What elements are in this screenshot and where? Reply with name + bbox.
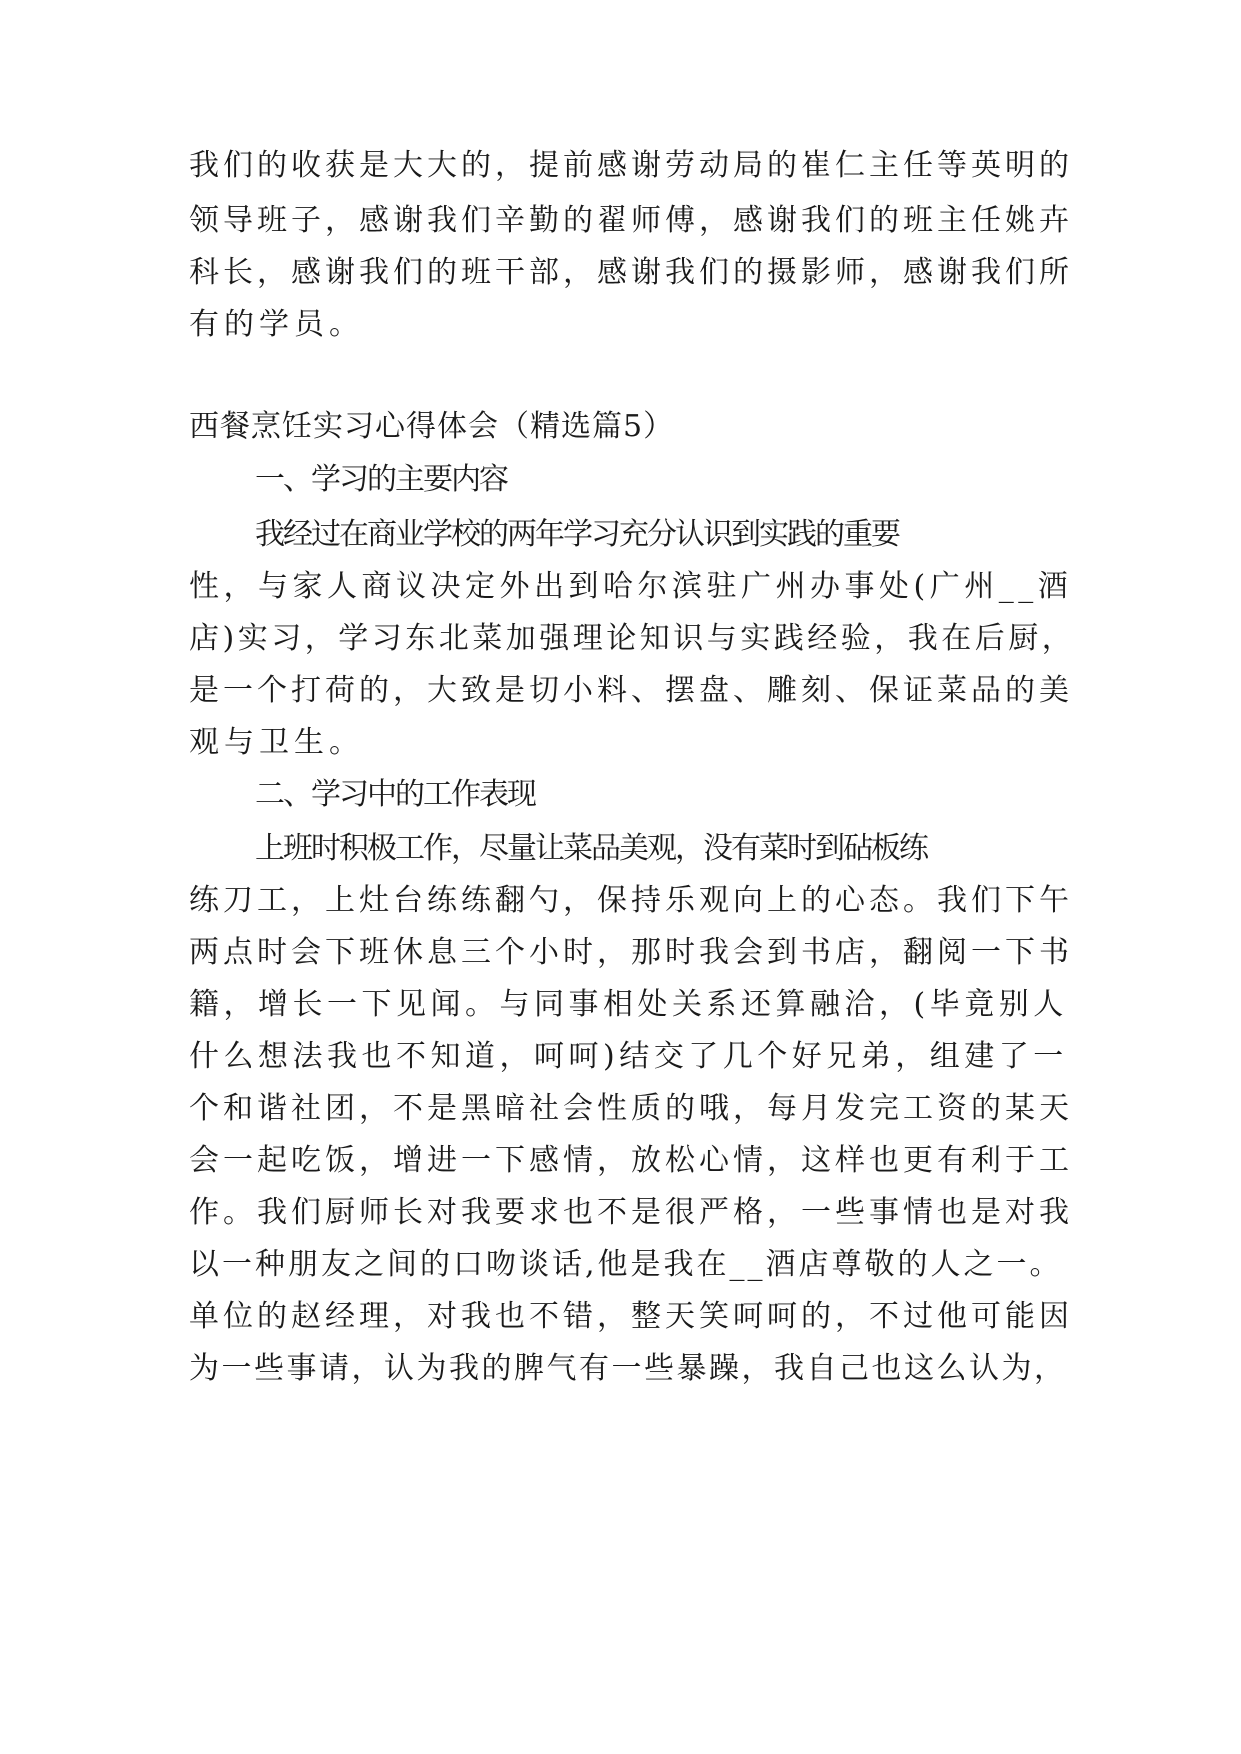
intro-line: 我们的收获是大大的，提前感谢劳动局的崔仁主任等英明的 <box>189 148 1073 183</box>
intro-line: 领导班子，感谢我们辛勤的翟师傅，感谢我们的班主任姚卉 <box>189 203 1073 238</box>
paragraph-line: 籍，增长一下见闻。与同事相处关系还算融洽，(毕竟别人 <box>189 987 1068 1022</box>
paragraph-line: 作。我们厨师长对我要求也不是很严格，一些事情也是对我 <box>189 1195 1073 1230</box>
section-title: 西餐烹饪实习心得体会（精选篇5） <box>189 409 675 444</box>
paragraph-line: 店)实习，学习东北菜加强理论知识与实践经验，我在后厨， <box>189 621 1076 656</box>
paragraph-line: 个和谐社团，不是黑暗社会性质的哦，每月发完工资的某天 <box>189 1091 1073 1126</box>
intro-line: 科长，感谢我们的班干部，感谢我们的摄影师，感谢我们所 <box>189 255 1073 290</box>
paragraph-line: 上班时积极工作，尽量让菜品美观，没有菜时到砧板练 <box>255 831 927 866</box>
intro-line: 有的学员。 <box>189 307 364 342</box>
heading-main-content: 一、学习的主要内容 <box>255 462 507 497</box>
paragraph-line: 为一些事请，认为我的脾气有一些暴躁，我自己也这么认为， <box>189 1351 1067 1386</box>
paragraph-line: 是一个打荷的，大致是切小料、摆盘、雕刻、保证菜品的美 <box>189 673 1073 708</box>
paragraph-line: 会一起吃饭，增进一下感情，放松心情，这样也更有利于工 <box>189 1143 1073 1178</box>
paragraph-line: 两点时会下班休息三个小时，那时我会到书店，翻阅一下书 <box>189 935 1073 970</box>
paragraph-line: 观与卫生。 <box>189 725 364 760</box>
paragraph-line: 单位的赵经理，对我也不错，整天笑呵呵的，不过他可能因 <box>189 1299 1073 1334</box>
paragraph-line: 练刀工，上灶台练练翻勺，保持乐观向上的心态。我们下午 <box>189 883 1073 918</box>
heading-work-performance: 二、学习中的工作表现 <box>255 777 535 812</box>
paragraph-line: 以一种朋友之间的口吻谈话,他是我在__酒店尊敬的人之一。 <box>189 1247 1063 1282</box>
paragraph-line: 性，与家人商议决定外出到哈尔滨驻广州办事处(广州__酒 <box>189 569 1073 604</box>
paragraph-line: 我经过在商业学校的两年学习充分认识到实践的重要 <box>255 517 899 552</box>
paragraph-line: 什么想法我也不知道，呵呵)结交了几个好兄弟，组建了一 <box>189 1039 1068 1074</box>
